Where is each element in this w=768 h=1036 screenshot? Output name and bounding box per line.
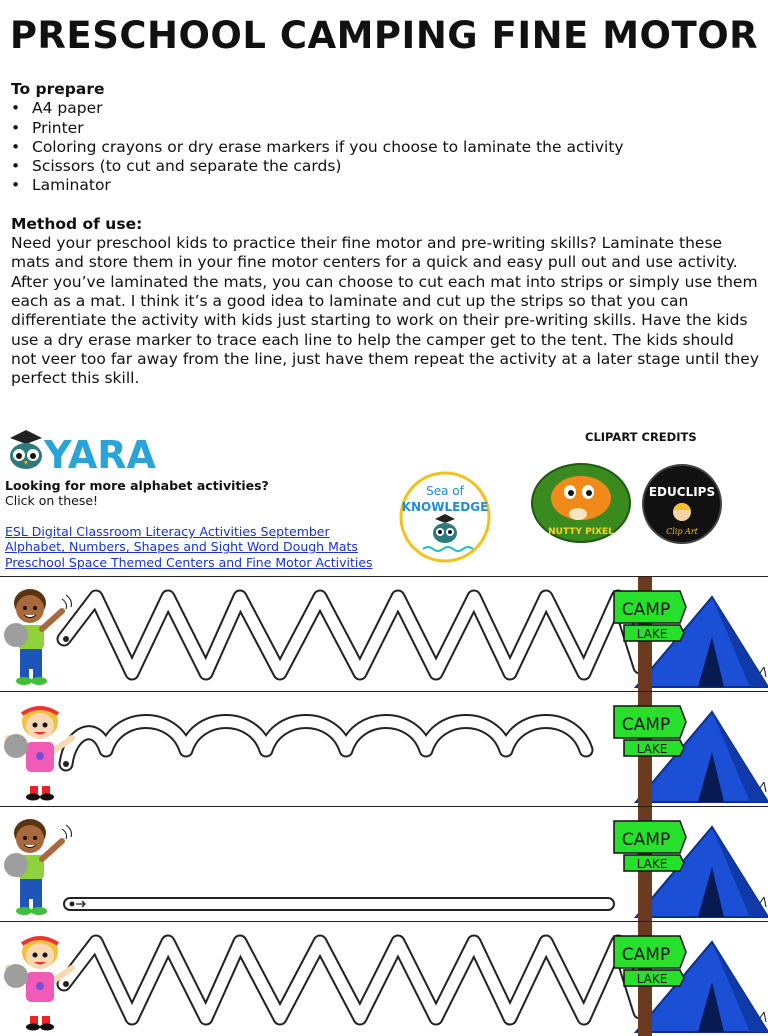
list-item: • Coloring crayons or dry erase markers if you choose to laminate the activity xyxy=(11,138,761,157)
prepare-heading: To prepare xyxy=(11,80,105,98)
promo-heading: Looking for more alphabet activities? xyxy=(5,478,269,493)
camp-sign xyxy=(614,591,686,623)
owl-icon xyxy=(10,430,42,469)
tracing-strip xyxy=(0,921,768,1036)
camp-sign xyxy=(614,821,686,853)
page-title: PRESCHOOL CAMPING FINE MOTOR xyxy=(9,14,759,57)
camp-sign xyxy=(614,936,686,968)
method-text: Need your preschool kids to practice their fine motor and pre-writing skills? Laminate these mats and store them in your fine motor centers for a quick and easy pull out and use activity. After you’ve laminated the mats, you can choose to cut each mat into strips or simply use them each as a mat. I think it’s a good idea to laminate and cut up the strips so that you can differentiate the activity with kids just starting to work on their pre-writing skills. Have the kids use a dry erase marker to trace each line to help the camper get to the tent. The kids should not veer too far away from the line, just have them repeat the activity at a later stage until they perfect this skill. xyxy=(11,234,760,388)
campsite-icon xyxy=(600,922,768,1036)
tracing-strip xyxy=(0,806,768,921)
svg-text:EDUCLIPS: EDUCLIPS xyxy=(648,485,716,499)
tracing-strip xyxy=(0,576,768,691)
sea-of-knowledge-logo xyxy=(399,471,491,563)
camper-girl-icon xyxy=(2,698,82,806)
svg-text:CAMP: CAMP xyxy=(621,945,671,965)
camp-sign xyxy=(614,706,686,738)
clipart-credits-label: CLIPART CREDITS xyxy=(585,430,697,444)
svg-text:LAKE: LAKE xyxy=(636,972,668,986)
list-item: • Printer xyxy=(11,119,761,138)
link-space-centers[interactable]: Preschool Space Themed Centers and Fine Motor Activities xyxy=(5,554,373,570)
owl-icon xyxy=(433,514,457,543)
link-esl-literacy[interactable]: ESL Digital Classroom Literacy Activities September xyxy=(5,524,330,539)
prepare-list xyxy=(11,99,761,195)
tracing-strip xyxy=(0,691,768,806)
svg-text:KNOWLEDGE: KNOWLEDGE xyxy=(401,500,489,514)
lake-sign xyxy=(624,740,684,756)
yara-logo xyxy=(6,426,156,477)
svg-text:CAMP: CAMP xyxy=(621,600,671,620)
svg-text:LAKE: LAKE xyxy=(636,742,668,756)
svg-text:LAKE: LAKE xyxy=(636,627,668,641)
svg-text:NUTTY PIXEL: NUTTY PIXEL xyxy=(548,527,614,537)
promo-subtext: Click on these! xyxy=(5,493,99,508)
svg-text:LAKE: LAKE xyxy=(636,857,668,871)
svg-text:YARA: YARA xyxy=(44,433,156,477)
svg-text:Clip Art: Clip Art xyxy=(666,527,698,536)
camper-boy-icon xyxy=(2,813,82,921)
educlips-logo xyxy=(640,464,724,544)
method-heading: Method of use: xyxy=(11,214,143,233)
nutty-pixel-logo xyxy=(530,462,632,544)
lake-sign xyxy=(624,625,684,641)
campsite-icon xyxy=(600,807,768,921)
list-item: • A4 paper xyxy=(11,99,761,118)
campsite-icon xyxy=(600,692,768,806)
svg-text:Sea of: Sea of xyxy=(426,484,464,498)
lake-sign xyxy=(624,855,684,871)
link-dough-mats[interactable]: Alphabet, Numbers, Shapes and Sight Word Dough Mats xyxy=(5,539,358,555)
campsite-icon xyxy=(600,577,768,691)
svg-text:CAMP: CAMP xyxy=(621,715,671,735)
lake-sign xyxy=(624,970,684,986)
list-item: • Laminator xyxy=(11,176,761,195)
svg-text:CAMP: CAMP xyxy=(621,830,671,850)
camper-girl-icon xyxy=(2,928,82,1036)
list-item: • Scissors (to cut and separate the cards) xyxy=(11,157,761,176)
instructions xyxy=(11,80,761,388)
promo-links xyxy=(5,524,373,570)
promo-block xyxy=(5,478,269,508)
camper-boy-icon xyxy=(2,583,82,691)
